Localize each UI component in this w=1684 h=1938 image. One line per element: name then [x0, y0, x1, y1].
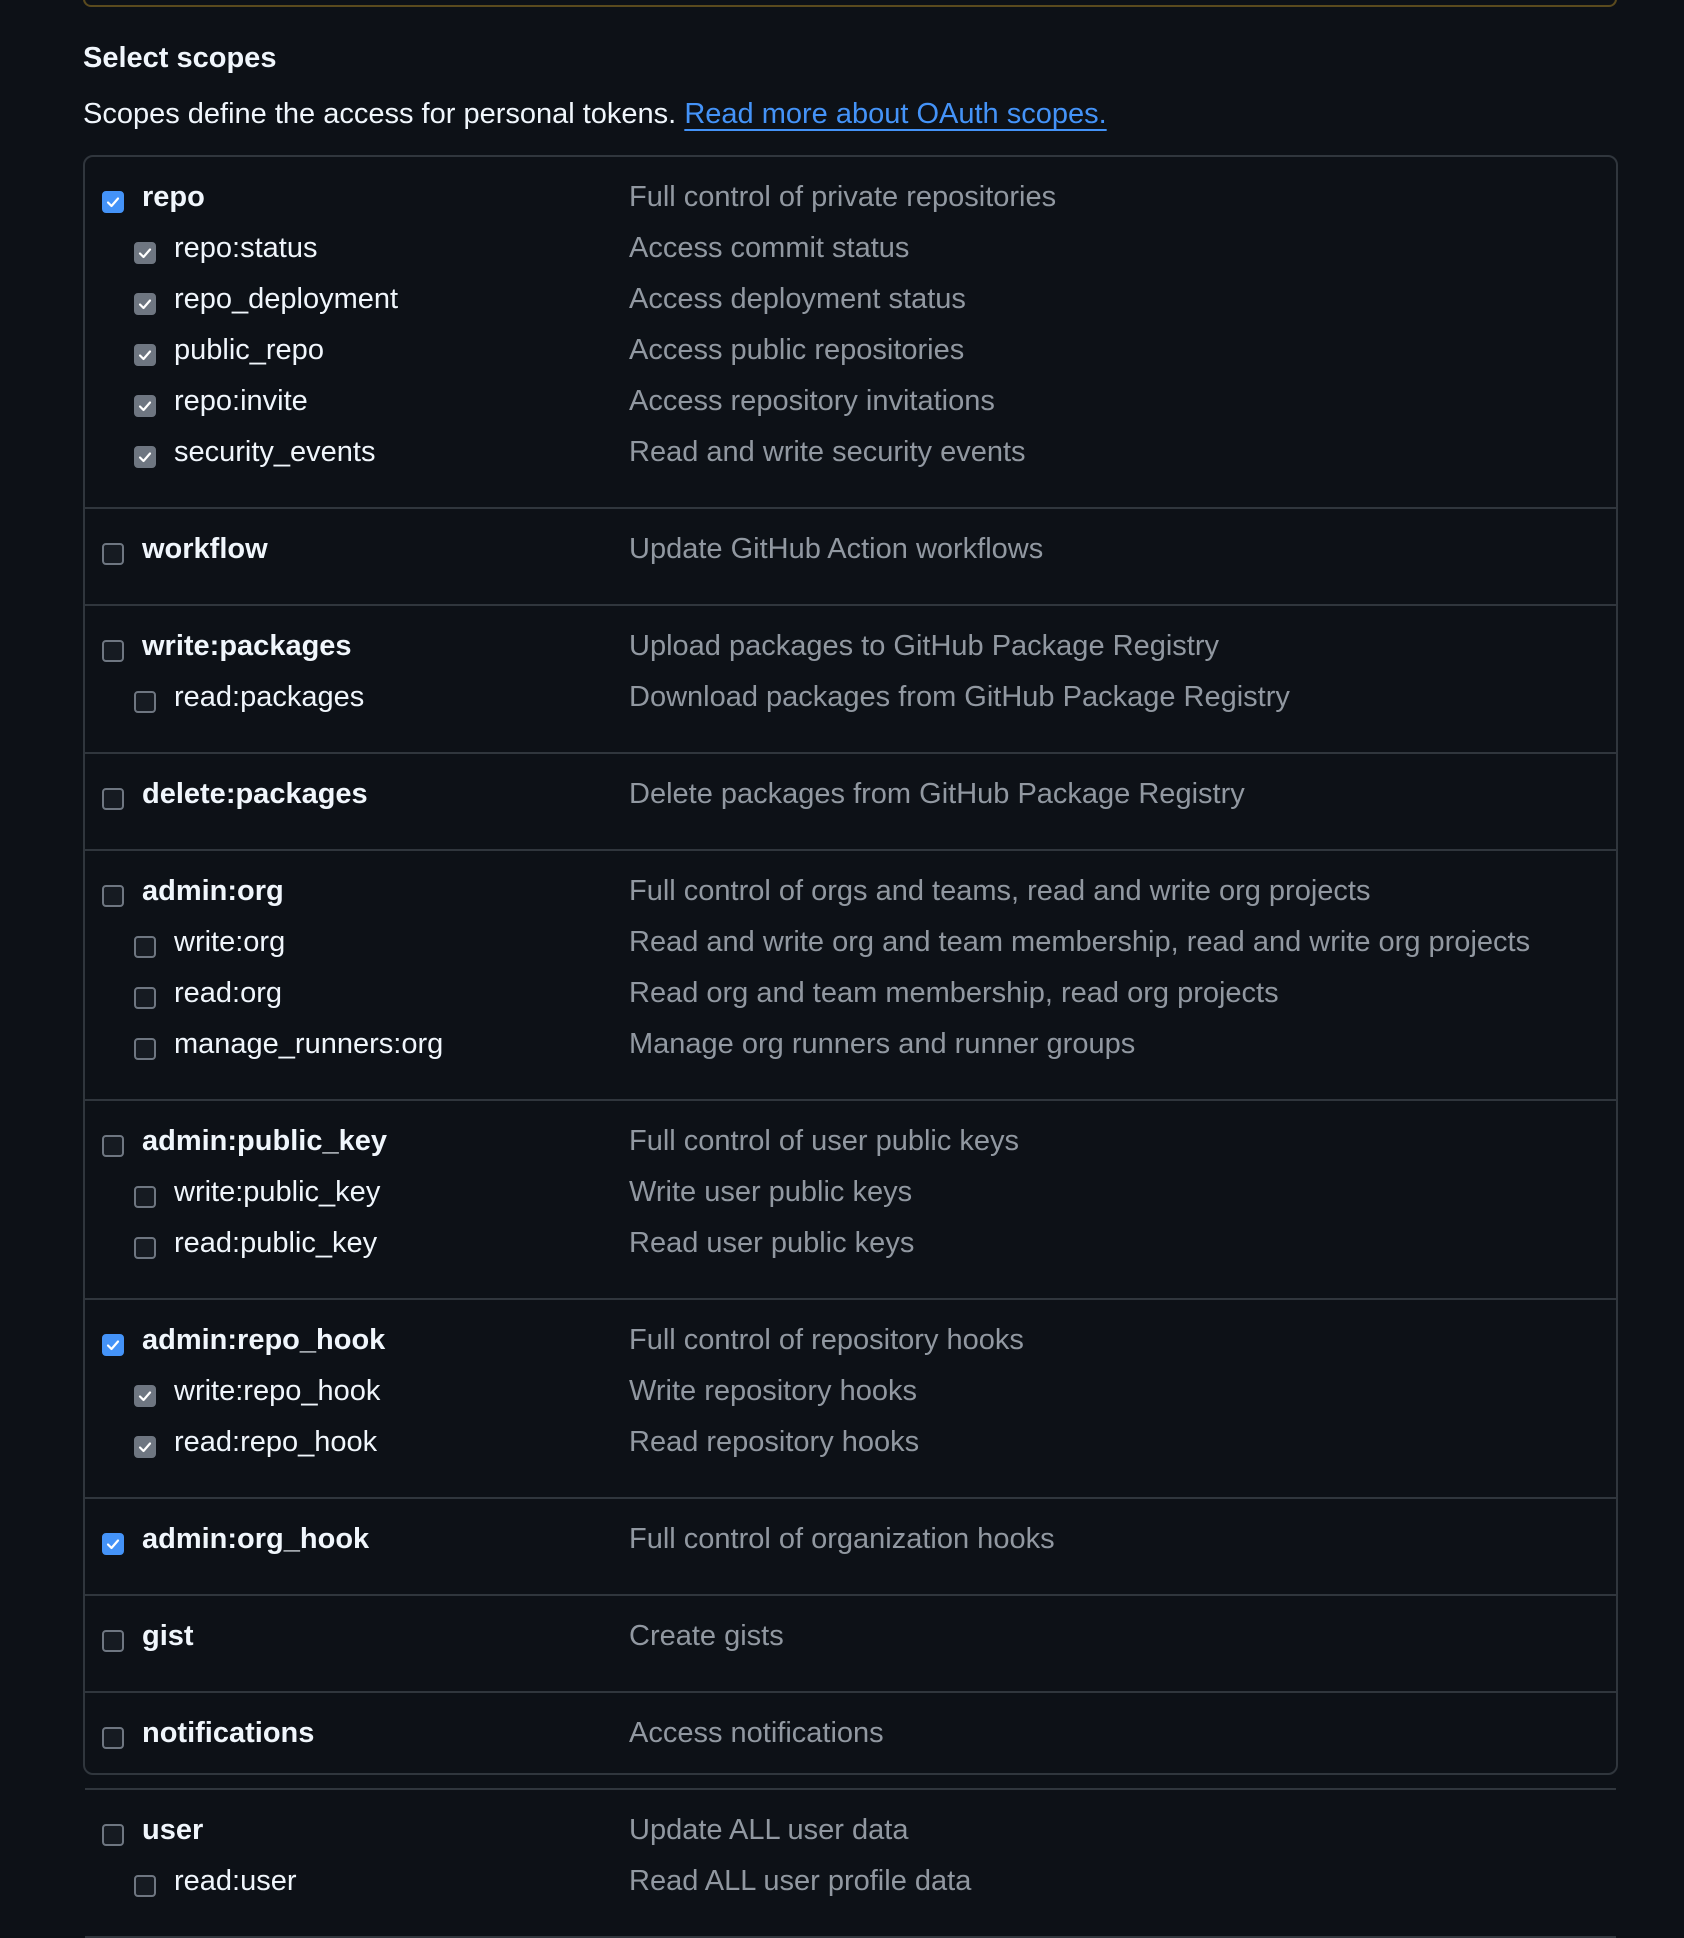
scope-row-security-events: [85, 434, 1616, 485]
scope-description: Update GitHub Action workflows: [629, 533, 1044, 565]
scope-checkbox-admin-org-hook[interactable]: [102, 1533, 124, 1555]
scope-group-user: [85, 1790, 1616, 1938]
scope-row-write-packages: [85, 628, 1616, 679]
scope-group-repo: [85, 157, 1616, 509]
scope-description: Full control of repository hooks: [629, 1324, 1024, 1356]
scope-description: Full control of orgs and teams, read and write org projects: [629, 875, 1371, 907]
checkmark-icon: [137, 296, 153, 312]
checkmark-icon: [105, 1536, 121, 1552]
scope-row-read-repo-hook: [85, 1424, 1616, 1475]
scope-name[interactable]: delete:packages: [142, 778, 368, 810]
scope-checkbox-repo-deployment[interactable]: [134, 293, 156, 315]
scope-description: Full control of private repositories: [629, 181, 1057, 213]
scope-checkbox-delete-packages[interactable]: [102, 788, 124, 810]
scope-description: Access public repositories: [629, 334, 965, 366]
scope-checkbox-repo-status[interactable]: [134, 242, 156, 264]
scope-name[interactable]: admin:repo_hook: [142, 1324, 386, 1356]
checkmark-icon: [137, 449, 153, 465]
scope-description: Read and write security events: [629, 436, 1026, 468]
scope-checkbox-admin-repo-hook[interactable]: [102, 1334, 124, 1356]
previous-section-box: [83, 0, 1617, 7]
scope-checkbox-security-events[interactable]: [134, 446, 156, 468]
scope-checkbox-user[interactable]: [102, 1824, 124, 1846]
section-intro: [83, 98, 1107, 131]
scope-row-delete-packages: [85, 776, 1616, 827]
scope-row-write-org: [85, 924, 1616, 975]
scope-description: Access repository invitations: [629, 385, 995, 417]
checkmark-icon: [137, 245, 153, 261]
scope-row-admin-org: [85, 873, 1616, 924]
scope-name[interactable]: read:public_key: [174, 1227, 378, 1259]
scope-name[interactable]: security_events: [174, 436, 376, 468]
scope-row-read-user: [85, 1863, 1616, 1914]
checkmark-icon: [137, 347, 153, 363]
scope-row-read-packages: [85, 679, 1616, 730]
scope-checkbox-gist[interactable]: [102, 1630, 124, 1652]
scope-name[interactable]: read:packages: [174, 681, 365, 713]
scope-name[interactable]: repo:invite: [174, 385, 308, 417]
scope-checkbox-write-packages[interactable]: [102, 640, 124, 662]
scope-description: Access deployment status: [629, 283, 966, 315]
scope-checkbox-read-org[interactable]: [134, 987, 156, 1009]
scope-row-repo-deployment: [85, 281, 1616, 332]
scope-name[interactable]: admin:public_key: [142, 1125, 387, 1157]
scope-description: Access notifications: [629, 1717, 884, 1749]
scope-checkbox-write-public-key[interactable]: [134, 1186, 156, 1208]
scope-name[interactable]: write:org: [174, 926, 286, 958]
scope-description: Create gists: [629, 1620, 784, 1652]
scope-name[interactable]: write:packages: [142, 630, 352, 662]
scope-checkbox-repo[interactable]: [102, 191, 124, 213]
section-title: Select scopes: [83, 42, 277, 74]
checkmark-icon: [137, 1439, 153, 1455]
scope-name[interactable]: gist: [142, 1620, 194, 1652]
scope-description: Read and write org and team membership, read and write org projects: [629, 926, 1531, 958]
scope-description: Read ALL user profile data: [629, 1865, 972, 1897]
scope-group-gist: [85, 1596, 1616, 1693]
scope-checkbox-read-public-key[interactable]: [134, 1237, 156, 1259]
scope-checkbox-write-repo-hook[interactable]: [134, 1385, 156, 1407]
scope-row-notifications: [85, 1715, 1616, 1766]
scope-description: Manage org runners and runner groups: [629, 1028, 1136, 1060]
scope-description: Read repository hooks: [629, 1426, 920, 1458]
scope-group-delete-packages: [85, 754, 1616, 851]
scope-description: Full control of user public keys: [629, 1125, 1020, 1157]
scope-row-gist: [85, 1618, 1616, 1669]
scope-description: Download packages from GitHub Package Registry: [629, 681, 1290, 713]
scope-checkbox-write-org[interactable]: [134, 936, 156, 958]
oauth-scopes-link[interactable]: Read more about OAuth scopes.: [684, 98, 1107, 130]
intro-text: Scopes define the access for personal tokens.: [83, 98, 677, 130]
checkmark-icon: [105, 1337, 121, 1353]
scope-checkbox-repo-invite[interactable]: [134, 395, 156, 417]
scope-name[interactable]: public_repo: [174, 334, 324, 366]
scope-name[interactable]: user: [142, 1814, 204, 1846]
scope-name[interactable]: repo_deployment: [174, 283, 399, 315]
scopes-list: [83, 155, 1618, 1897]
scope-group-admin-repo-hook: [85, 1300, 1616, 1499]
scope-description: Write user public keys: [629, 1176, 913, 1208]
scope-description: Read org and team membership, read org projects: [629, 977, 1279, 1009]
scope-checkbox-manage-runners-org[interactable]: [134, 1038, 156, 1060]
scope-group-workflow: [85, 509, 1616, 606]
scope-group-admin-public-key: [85, 1101, 1616, 1300]
scope-group-admin-org-hook: [85, 1499, 1616, 1596]
scope-description: Delete packages from GitHub Package Registry: [629, 778, 1245, 810]
scope-checkbox-workflow[interactable]: [102, 543, 124, 565]
scope-row-admin-repo-hook: [85, 1322, 1616, 1373]
scope-name[interactable]: manage_runners:org: [174, 1028, 444, 1060]
scope-checkbox-read-user[interactable]: [134, 1875, 156, 1897]
scope-row-read-org: [85, 975, 1616, 1026]
scope-row-user: [85, 1812, 1616, 1863]
scope-row-admin-org-hook: [85, 1521, 1616, 1572]
scope-name[interactable]: write:repo_hook: [174, 1375, 381, 1407]
scope-row-read-public-key: [85, 1225, 1616, 1276]
scope-row-public-repo: [85, 332, 1616, 383]
scope-name[interactable]: admin:org_hook: [142, 1523, 370, 1555]
scope-name[interactable]: read:user: [174, 1865, 297, 1897]
checkmark-icon: [137, 1388, 153, 1404]
scope-name[interactable]: read:repo_hook: [174, 1426, 378, 1458]
scope-name[interactable]: admin:org: [142, 875, 284, 907]
scope-row-manage-runners-org: [85, 1026, 1616, 1077]
scope-description: Full control of organization hooks: [629, 1523, 1055, 1555]
scope-group-notifications: [85, 1693, 1616, 1790]
scope-description: Read user public keys: [629, 1227, 915, 1259]
scope-row-repo-invite: [85, 383, 1616, 434]
scope-name[interactable]: read:org: [174, 977, 283, 1009]
scope-name[interactable]: write:public_key: [174, 1176, 381, 1208]
scope-checkbox-notifications[interactable]: [102, 1727, 124, 1749]
checkmark-icon: [105, 194, 121, 210]
scope-group-write-packages: [85, 606, 1616, 754]
scope-description: Access commit status: [629, 232, 910, 264]
scope-name[interactable]: repo:status: [174, 232, 318, 264]
scope-checkbox-admin-public-key[interactable]: [102, 1135, 124, 1157]
scope-group-admin-org: [85, 851, 1616, 1101]
scope-name[interactable]: repo: [142, 181, 205, 213]
scope-name[interactable]: workflow: [142, 533, 268, 565]
scope-description: Write repository hooks: [629, 1375, 917, 1407]
scope-row-admin-public-key: [85, 1123, 1616, 1174]
scope-checkbox-admin-org[interactable]: [102, 885, 124, 907]
scope-description: Upload packages to GitHub Package Registry: [629, 630, 1219, 662]
checkmark-icon: [137, 398, 153, 414]
scope-row-repo-status: [85, 230, 1616, 281]
scope-checkbox-public-repo[interactable]: [134, 344, 156, 366]
scope-checkbox-read-repo-hook[interactable]: [134, 1436, 156, 1458]
scope-row-repo: [85, 179, 1616, 230]
scope-checkbox-read-packages[interactable]: [134, 691, 156, 713]
scope-row-workflow: [85, 531, 1616, 582]
scope-description: Update ALL user data: [629, 1814, 909, 1846]
scope-row-write-public-key: [85, 1174, 1616, 1225]
scope-row-write-repo-hook: [85, 1373, 1616, 1424]
scope-name[interactable]: notifications: [142, 1717, 315, 1749]
